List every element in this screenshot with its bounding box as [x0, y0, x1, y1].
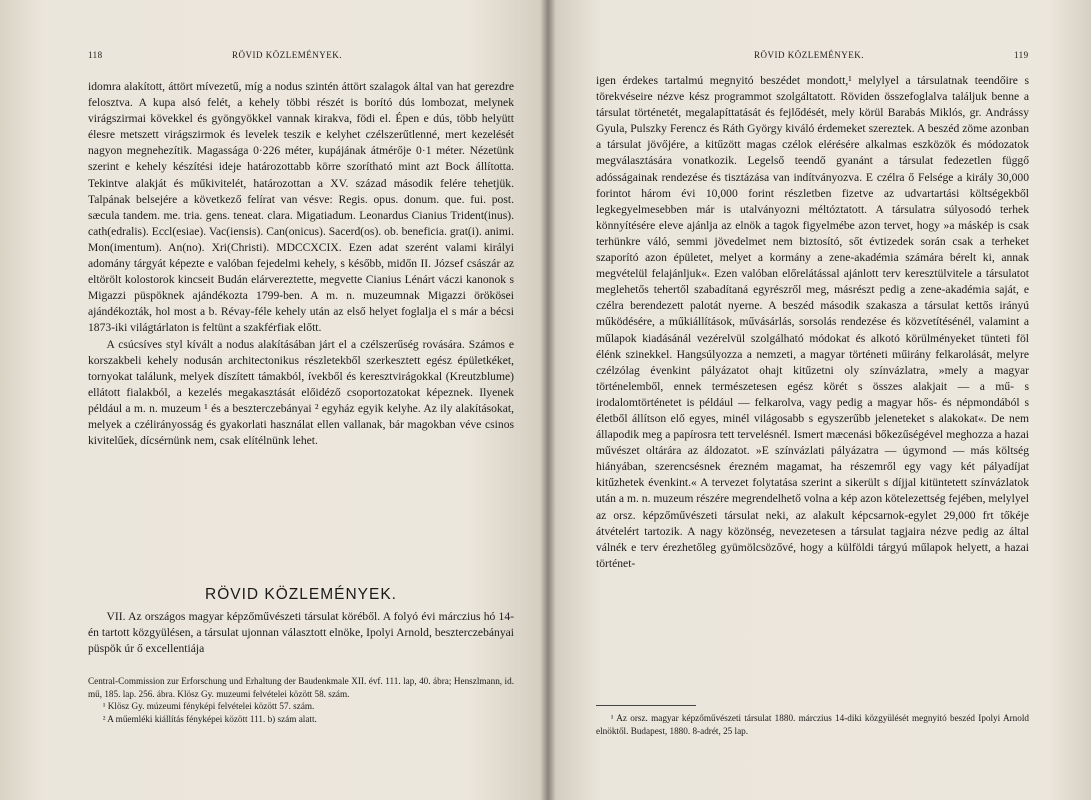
left-paragraph-1: idomra alakított, áttört mívezetű, míg a nodus szintén áttört szalagok által van hat gerezdre felosztva. A kupa alsó felét, a kehely többi részét is borító dús lombozat, melynek virágszirmai kövekkel és gyöngyökkel vannak kirakva, födi el. Épen e dús, több helyütt élesre metszett virágszirmok és levelek teszik e kelyhet czélszerűtlenné, mert kezelését nagyon megnehezítik. Magassága 0·226 méter, kupájának átmérője 0·1 méter. Nézetünk szerint e kehely készítési ideje határozottabb körre szorítható mint azt Bock állította. Tekintve alakját és műkivitelét, határozottan a XV. század második felére tehetjük. Talpának belsejére a következő felírat van vésve: Regis. opus. donum. que. fui. post. sæcula tandem. me. tria. gens. teneat. clara. Migatiadum. Leonardus Cianius Trident(inus). cath(edralis). Eccl(esiae). Vac(iensis). Can(onicus). Sacerd(os). ob. beneficia. grat(i). animi. Mon(imentum). An(no). Xri(Christi). MDCCXCIX. Ezen adat szerént valami királyi adomány tárgyát képezte e valóban fejedelmi kehely, s később, midőn II. József császár az eltörölt kolostorok kincseit Budán elárvereztette, megvette Cianius Lénárt váczi kanonok s Migazzi püspöknek ajándékozta 1799-ben. A m. n. muzeumnak Migazzi örökösei ajándékozták, hol most a b. Révay-féle kehely után az első helyet foglalja el s már a bécsi 1873-iki világtárlaton is feltünt a szakférfiak előtt.	[88, 80, 514, 335]
footnote-rule	[596, 705, 696, 706]
right-running-title: RÖVID KÖZLEMÉNYEK.	[754, 50, 864, 60]
right-page-number: 119	[1014, 50, 1029, 60]
right-paragraph-1: igen érdekes tartalmú megnyitó beszédet mondott,¹ melylyel a társulatnak teendőire s törekvéseire nézve kész programmot szolgáltatott. Röviden összefoglalva találjuk benne a társulat történetét, megalapíttatását és fejlődését, mely körül Barabás Miklós, gr. Andrássy Gyula, Pulszky Ferencz és Ráth György kiváló érdemeket szereztek. A beszéd zöme azonban a társulat jövőjére, a kitűzött magas czélok elérésére alkalmas eszközök és módozatok megválasztására vonatkozik. Legelső teendő gyanánt a társulat fedezetlen függő adósságainak rendezése és tisztázása van indítványozva. E czélra ő Felsége a király 30,000 forintot három évi 10,000 forint részletben fizetve az udvartartási költségekből legkegyelmesebben már is utalványozni méltóztatott. A társulatra súlyosodó terhek könnyítésére eleve ajánlja az elnök a tagok figyelmébe azon tervet, hogy »a máskép is csak terhünkre váló, semmi jövedelmet nem biztosító, sőt évtizedek során csak a terheket szaporító azon épületet, melyet a kormány a zene-akadémia számára bérelt ki, annak megvételül felajánljuk«. Ezen valóban előrelátással ajánlott terv keresztülvitele a társulatot meglehetős tehertől szabadítaná egyrészről meg, másrészt pedig a zene-akadémia saját, e czélra berendezett palotát nyerne. A beszéd második szakasza a társulat kettős irányú működésére, a műkiállítások, művásárlás, sorsolás rendezése és közvetítésénél, valamint a műlapok kiadásánál vezérelvül szolgálható módokat és alkotó körülményeket tünteti föl élénk szinekkel. Hangsúlyozza a nemzeti, a magyar történeti műirány felkarolását, melyre czélzólag évenkint pályázatot ohajt kitűzetni oly színvázlatra, »mely a magyar történelemből, ennek természetesen egész körét s összes alakjait — a mű- s irodalomtörténetet is például — felkarolva, vagy pedig a magyar hős- és népmondából s életből állítson elő egyes, minél világosabb s egyszerűbb jeleneteket s alakokat«. De nem állapodik meg a papírosra tett tervelésnél. Ismert mæcenási bőkezűségével meghozza a hazai művészet oltárára az áldozatot. »E színvázlati pályázatra — úgymond — más költség hiányában, szerencsésnek érezném magamat, ha részemről egy vagy két pályadíjat kitűzhetek évenkint.« A tervezet folytatása szerint a sikerült s díjjal kitüntetett színvázlatok után a m. n. muzeum részére megrendelhető volna a kép azon kötelezettség fejében, melylyel az orsz. képzőművészeti társulat neki, az alakult képcsarnok-egylet 29,000 frt tőkéje átvételért tartozik. A nagy közönség, nevezetesen a társulat tagjaira nézve pedig az által válnék e terv érezhetőleg gyümölcsözővé, hogy a külföldi tárgyú műlapok helyett, a hazai történet-	[596, 74, 1029, 570]
right-body-text	[596, 73, 1029, 572]
left-paragraph-2: A csúcsíves styl kívált a nodus alakításában járt el a czélszerűség rovására. Számos e korszakbeli kehely nodusán architectonikus részletekből szerkesztett egész épületkéket, tornyokat találunk, melyek díszített támakból, ívekből és keresztvirágokkal (Kreutzblume) ellátott fialakból, a kezelés megakasztását előidéző csoportozatokat képeznek. Ilyenek például a m. n. muzeum ¹ és a beszterczebányai ² egyház egyik kelyhe. Az ily alakításokat, melyek a czélirányosság és gyakorlati használat ellen vallanak, bár magokban véve csinos kivitelűek, dícsérnünk nem, csak elítélnünk lehet.	[88, 337, 514, 448]
right-page	[548, 0, 1091, 800]
left-footnote-continued: Central-Commission zur Erforschung und Erhaltung der Baudenkmale XII. évf. 111. lap, 40. ábra; Henszlmann, id. mű, 185. lap. 256. ábra. Klösz Gy. muzeumi felvételei között 58. szám.	[88, 676, 514, 699]
section-heading: RÖVID KÖZLEMÉNYEK.	[205, 586, 397, 603]
right-footnote-1: ¹ Az orsz. magyar képzőművészeti társulat 1880. márczius 14-diki közgyülését megnyitó beszéd Ipolyi Arnold elnöktől. Budapest, 1880. 8-adrét, 25 lap.	[596, 713, 1029, 736]
left-body-text-2	[88, 609, 514, 657]
left-footnote-2: ² A műemléki kiállítás fényképei között 111. b) szám alatt.	[102, 713, 317, 724]
book-gutter	[540, 0, 556, 800]
left-running-title: RÖVID KÖZLEMÉNYEK.	[232, 50, 342, 60]
left-paragraph-3: VII. Az országos magyar képzőművészeti társulat köréből. A folyó évi márczius hó 14-én tartott közgyülésen, a társulat ujonnan választott elnöke, Ipolyi Arnold, beszterczebányai püspök úr ő excellentiája	[88, 610, 514, 656]
left-footnotes	[88, 675, 514, 725]
right-footnotes	[596, 712, 1029, 737]
left-footnote-1: ¹ Klösz Gy. múzeumi fényképi felvételei között 57. szám.	[102, 701, 315, 712]
left-body-text	[88, 79, 514, 449]
left-page-number: 118	[88, 50, 103, 60]
